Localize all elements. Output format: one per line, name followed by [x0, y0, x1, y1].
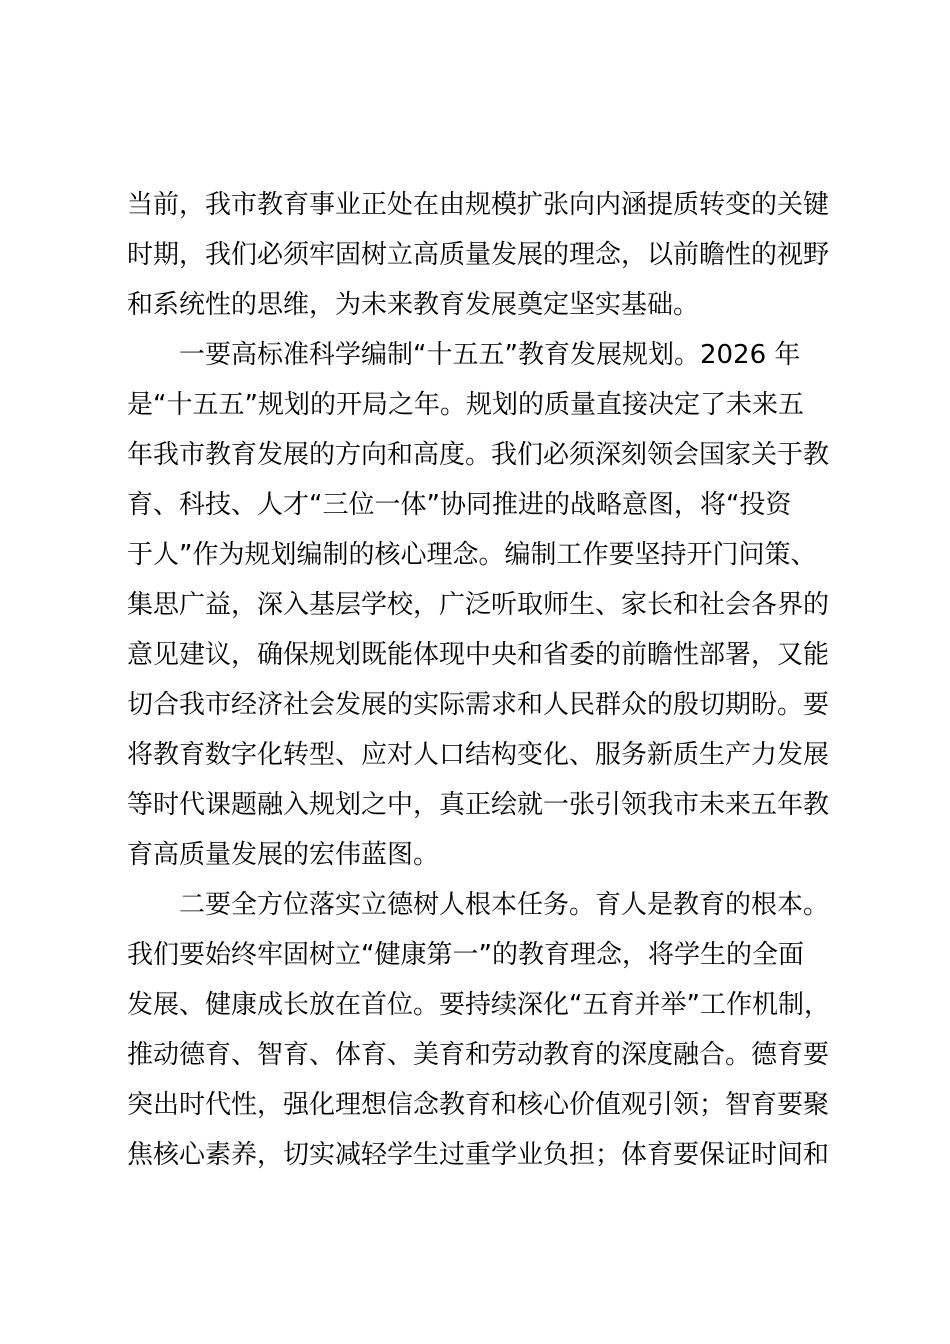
- text-line: 发展、健康成长放在首位。要持续深化“五育并举”工作机制，: [127, 990, 830, 1020]
- text-line: 切合我市经济社会发展的实际需求和人民群众的殷切期盼。要: [127, 690, 830, 720]
- text-line: 等时代课题融入规划之中，真正绘就一张引领我市未来五年教: [127, 790, 830, 820]
- text-line: 时期，我们必须牢固树立高质量发展的理念，以前瞻性的视野: [127, 240, 830, 270]
- text-line: 将教育数字化转型、应对人口结构变化、服务新质生产力发展: [127, 740, 830, 770]
- text-line: 推动德育、智育、体育、美育和劳动教育的深度融合。德育要: [127, 1040, 830, 1070]
- text-line: 育、科技、人才“三位一体”协同推进的战略意图，将“投资: [127, 490, 792, 520]
- text-line: 于人”作为规划编制的核心理念。编制工作要坚持开门问策、: [127, 540, 817, 570]
- text-line: 和系统性的思维，为未来教育发展奠定坚实基础。: [127, 290, 700, 320]
- text-line: 当前，我市教育事业正处在由规模扩张向内涵提质转变的关键: [127, 190, 830, 220]
- text-line: 焦核心素养，切实减轻学生过重学业负担；体育要保证时间和: [127, 1140, 830, 1170]
- text-line: 年我市教育发展的方向和高度。我们必须深刻领会国家关于教: [127, 440, 830, 470]
- paragraph-heading-line: 一要高标准科学编制“十五五”教育发展规划。2026 年: [179, 340, 801, 370]
- text-line: 意见建议，确保规划既能体现中央和省委的前瞻性部署，又能: [127, 640, 830, 670]
- text-line: 是“十五五”规划的开局之年。规划的质量直接决定了未来五: [127, 390, 804, 420]
- text-line: 集思广益，深入基层学校，广泛听取师生、家长和社会各界的: [127, 590, 830, 620]
- body-text: [127, 180, 847, 1180]
- text-line: 突出时代性，强化理想信念教育和核心价值观引领；智育要聚: [127, 1090, 830, 1120]
- text-line: 育高质量发展的宏伟蓝图。: [127, 840, 440, 870]
- paragraph-heading-line: 二要全方位落实立德树人根本任务。育人是教育的根本。: [179, 890, 830, 920]
- text-line: 我们要始终牢固树立“健康第一”的教育理念，将学生的全面: [127, 940, 804, 970]
